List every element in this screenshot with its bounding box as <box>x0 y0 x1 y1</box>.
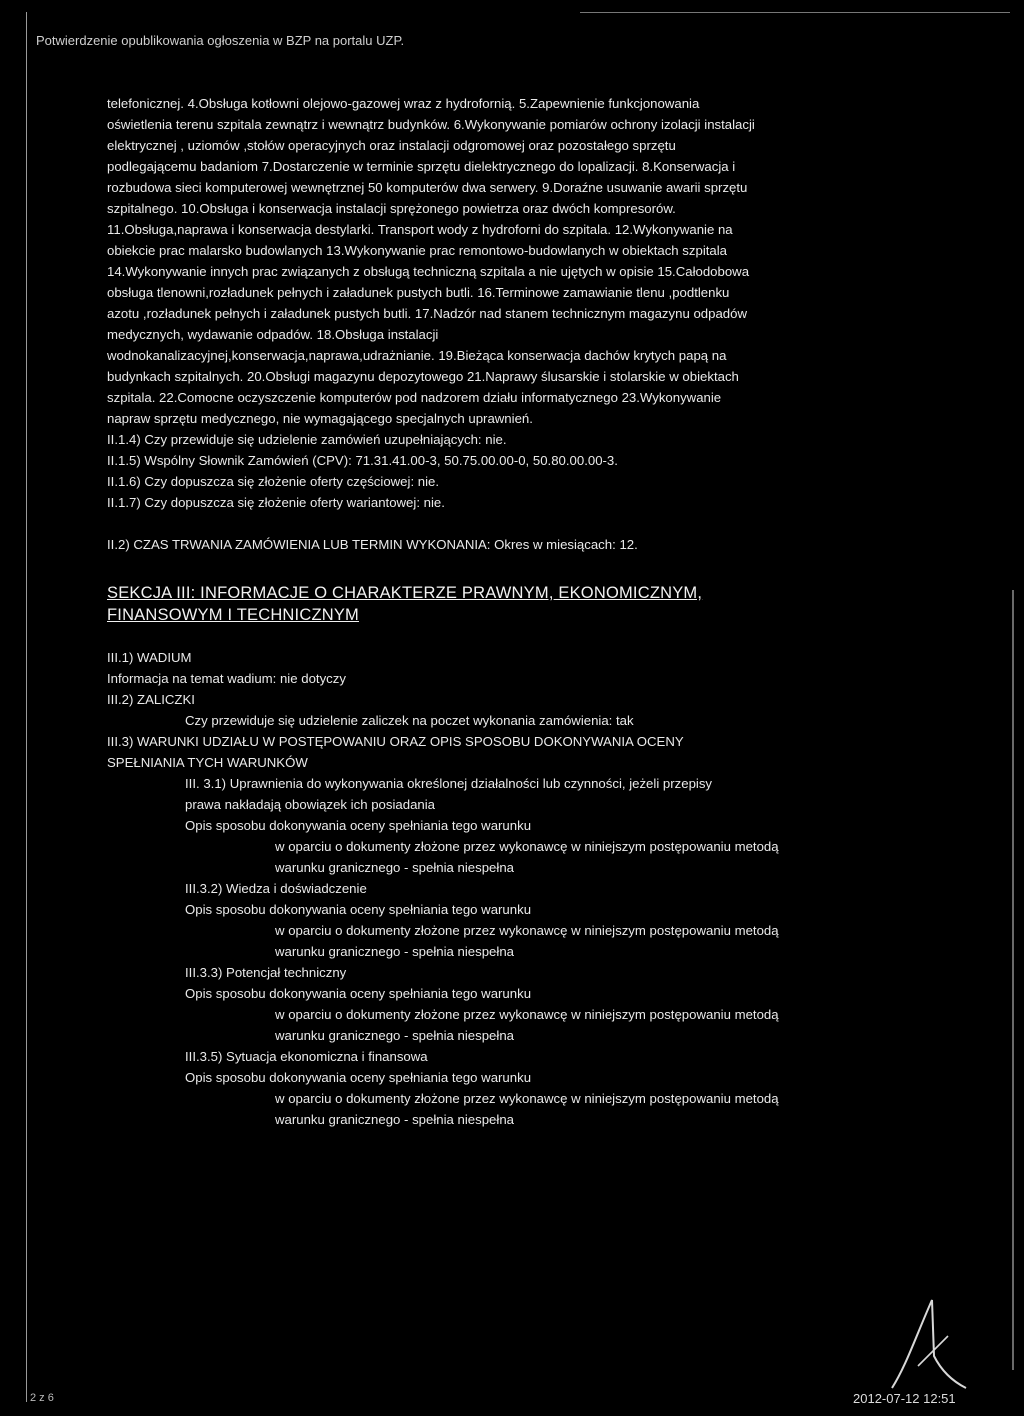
text-line: II.1.4) Czy przewiduje się udzielenie zamówień uzupełniających: nie. <box>107 432 507 447</box>
opis-text: w oparciu o dokumenty złożone przez wykonawcę w niniejszym postępowaniu metodą <box>275 923 779 938</box>
sytuacja-label: III.3.5) Sytuacja ekonomiczna i finansowa <box>185 1049 428 1064</box>
opis-text: w oparciu o dokumenty złożone przez wykonawcę w niniejszym postępowaniu metodą <box>275 1007 779 1022</box>
text-line: obsługa tlenowni,rozładunek pełnych i załadunek pustych butli. 16.Terminowe zamawianie tlenu ,podtlenku <box>107 285 730 300</box>
text-line: 11.Obsługa,naprawa i konserwacja destylarki. Transport wody z hydroforni do szpitala. 12.Wykonywanie na <box>107 222 733 237</box>
warunki-heading: III.3) WARUNKI UDZIAŁU W POSTĘPOWANIU ORAZ OPIS SPOSOBU DOKONYWANIA OCENY <box>107 734 684 749</box>
uprawnienia-label: III. 3.1) Uprawnienia do wykonywania określonej działalności lub czynności, jeżeli przepisy <box>185 776 713 791</box>
text-line: azotu ,rozładunek pełnych i załadunek pustych butli. 17.Nadzór nad stanem technicznym magazynu odpadów <box>107 306 747 321</box>
section-heading <box>107 582 927 626</box>
text-line: obiekcie prac malarsko budowlanych 13.Wykonywanie prac remontowo-budowlanych w obiektach szpitala <box>107 243 728 258</box>
text-line: podlegającemu badaniom 7.Dostarczenie w terminie sprzętu dielektrycznego do lopalizacji. 8.Konserwacja i <box>107 159 736 174</box>
section-heading-line: FINANSOWYM I TECHNICZNYM <box>107 606 359 624</box>
text-line: elektrycznej , uziomów ,stołów operacyjnych oraz instalacji odgromowej oraz pozostałego sprzętu <box>107 138 676 153</box>
scan-edge-right <box>1012 590 1014 1370</box>
opis-text: w oparciu o dokumenty złożone przez wykonawcę w niniejszym postępowaniu metodą <box>275 1091 779 1106</box>
text-line: szpitalnego. 10.Obsługa i konserwacja instalacji sprężonego powietrza oraz dwóch kompresorów. <box>107 201 676 216</box>
opis-label: Opis sposobu dokonywania oceny spełniania tego warunku <box>185 818 532 833</box>
opis-label: Opis sposobu dokonywania oceny spełniania tego warunku <box>185 1070 532 1085</box>
section-heading-line: SEKCJA III: INFORMACJE O CHARAKTERZE PRAWNYM, EKONOMICZNYM, <box>107 584 703 602</box>
spacer <box>107 555 927 576</box>
text-line: medycznych, wydawanie odpadów. 18.Obsługa instalacji <box>107 327 439 342</box>
warunki-heading: SPEŁNIANIA TYCH WARUNKÓW <box>107 755 308 770</box>
handwritten-signature <box>888 1296 968 1392</box>
zaliczki-info: Czy przewiduje się udzielenie zaliczek na poczet wykonania zamówienia: tak <box>185 713 634 728</box>
opis-text: warunku granicznego - spełnia niespełna <box>275 860 514 875</box>
potencjal-label: III.3.3) Potencjał techniczny <box>185 965 347 980</box>
wadium-info: Informacja na temat wadium: nie dotyczy <box>107 671 346 686</box>
paragraph-lines <box>107 93 927 513</box>
opis-text: warunku granicznego - spełnia niespełna <box>275 1028 514 1043</box>
uprawnienia-label: prawa nakładają obowiązek ich posiadania <box>185 797 435 812</box>
scan-edge-top <box>580 12 1010 13</box>
duration-line: II.2) CZAS TRWANIA ZAMÓWIENIA LUB TERMIN WYKONANIA: Okres w miesiącach: 12. <box>107 537 638 552</box>
opis-label: Opis sposobu dokonywania oceny spełniania tego warunku <box>185 986 532 1001</box>
text-line: oświetlenia terenu szpitala zewnątrz i wewnątrz budynków. 6.Wykonywanie pomiarów ochrony izolacji instalacji <box>107 117 755 132</box>
opis-text: warunku granicznego - spełnia niespełna <box>275 944 514 959</box>
scan-edge-left <box>26 12 27 1402</box>
opis-text: warunku granicznego - spełnia niespełna <box>275 1112 514 1127</box>
page-number: 2 z 6 <box>30 1392 54 1404</box>
wadium-label: III.1) WADIUM <box>107 650 192 665</box>
zaliczki-label: III.2) ZALICZKI <box>107 692 195 707</box>
text-line: II.1.7) Czy dopuszcza się złożenie oferty wariantowej: nie. <box>107 495 445 510</box>
text-line: II.1.6) Czy dopuszcza się złożenie oferty częściowej: nie. <box>107 474 440 489</box>
text-line: 14.Wykonywanie innych prac związanych z obsługą techniczną szpitala a nie ujętych w opisie 15.Całodobowa <box>107 264 750 279</box>
text-line: rozbudowa sieci komputerowej wewnętrznej 50 komputerów dwa serwery. 9.Doraźne usuwanie awarii sprzętu <box>107 180 748 195</box>
text-line: telefonicznej. 4.Obsługa kotłowni olejowo-gazowej wraz z hydrofornią. 5.Zapewnienie funkcjonowania <box>107 96 700 111</box>
wiedza-label: III.3.2) Wiedza i doświadczenie <box>185 881 367 896</box>
document-body <box>107 93 927 1130</box>
text-line: szpitala. 22.Comocne oczyszczenie komputerów pod nadzorem działu informatycznego 23.Wykonywanie <box>107 390 722 405</box>
text-line: wodnokanalizacyjnej,konserwacja,naprawa,udrażnianie. 19.Bieżąca konserwacja dachów krytych papą na <box>107 348 727 363</box>
text-line: budynkach szpitalnych. 20.Obsługi magazynu depozytowego 21.Naprawy ślusarskie i stolarskie w obiektach <box>107 369 739 384</box>
opis-text: w oparciu o dokumenty złożone przez wykonawcę w niniejszym postępowaniu metodą <box>275 839 779 854</box>
spacer <box>107 513 927 534</box>
opis-label: Opis sposobu dokonywania oceny spełniania tego warunku <box>185 902 532 917</box>
page-header: Potwierdzenie opublikowania ogłoszenia w BZP na portalu UZP. <box>36 33 405 48</box>
spacer <box>107 626 927 647</box>
text-line: napraw sprzętu medycznego, nie wymagającego specjalnych uprawnień. <box>107 411 533 426</box>
timestamp: 2012-07-12 12:51 <box>853 1391 956 1406</box>
text-line: II.1.5) Wspólny Słownik Zamówień (CPV): 71.31.41.00-3, 50.75.00.00-0, 50.80.00.00-3. <box>107 453 618 468</box>
